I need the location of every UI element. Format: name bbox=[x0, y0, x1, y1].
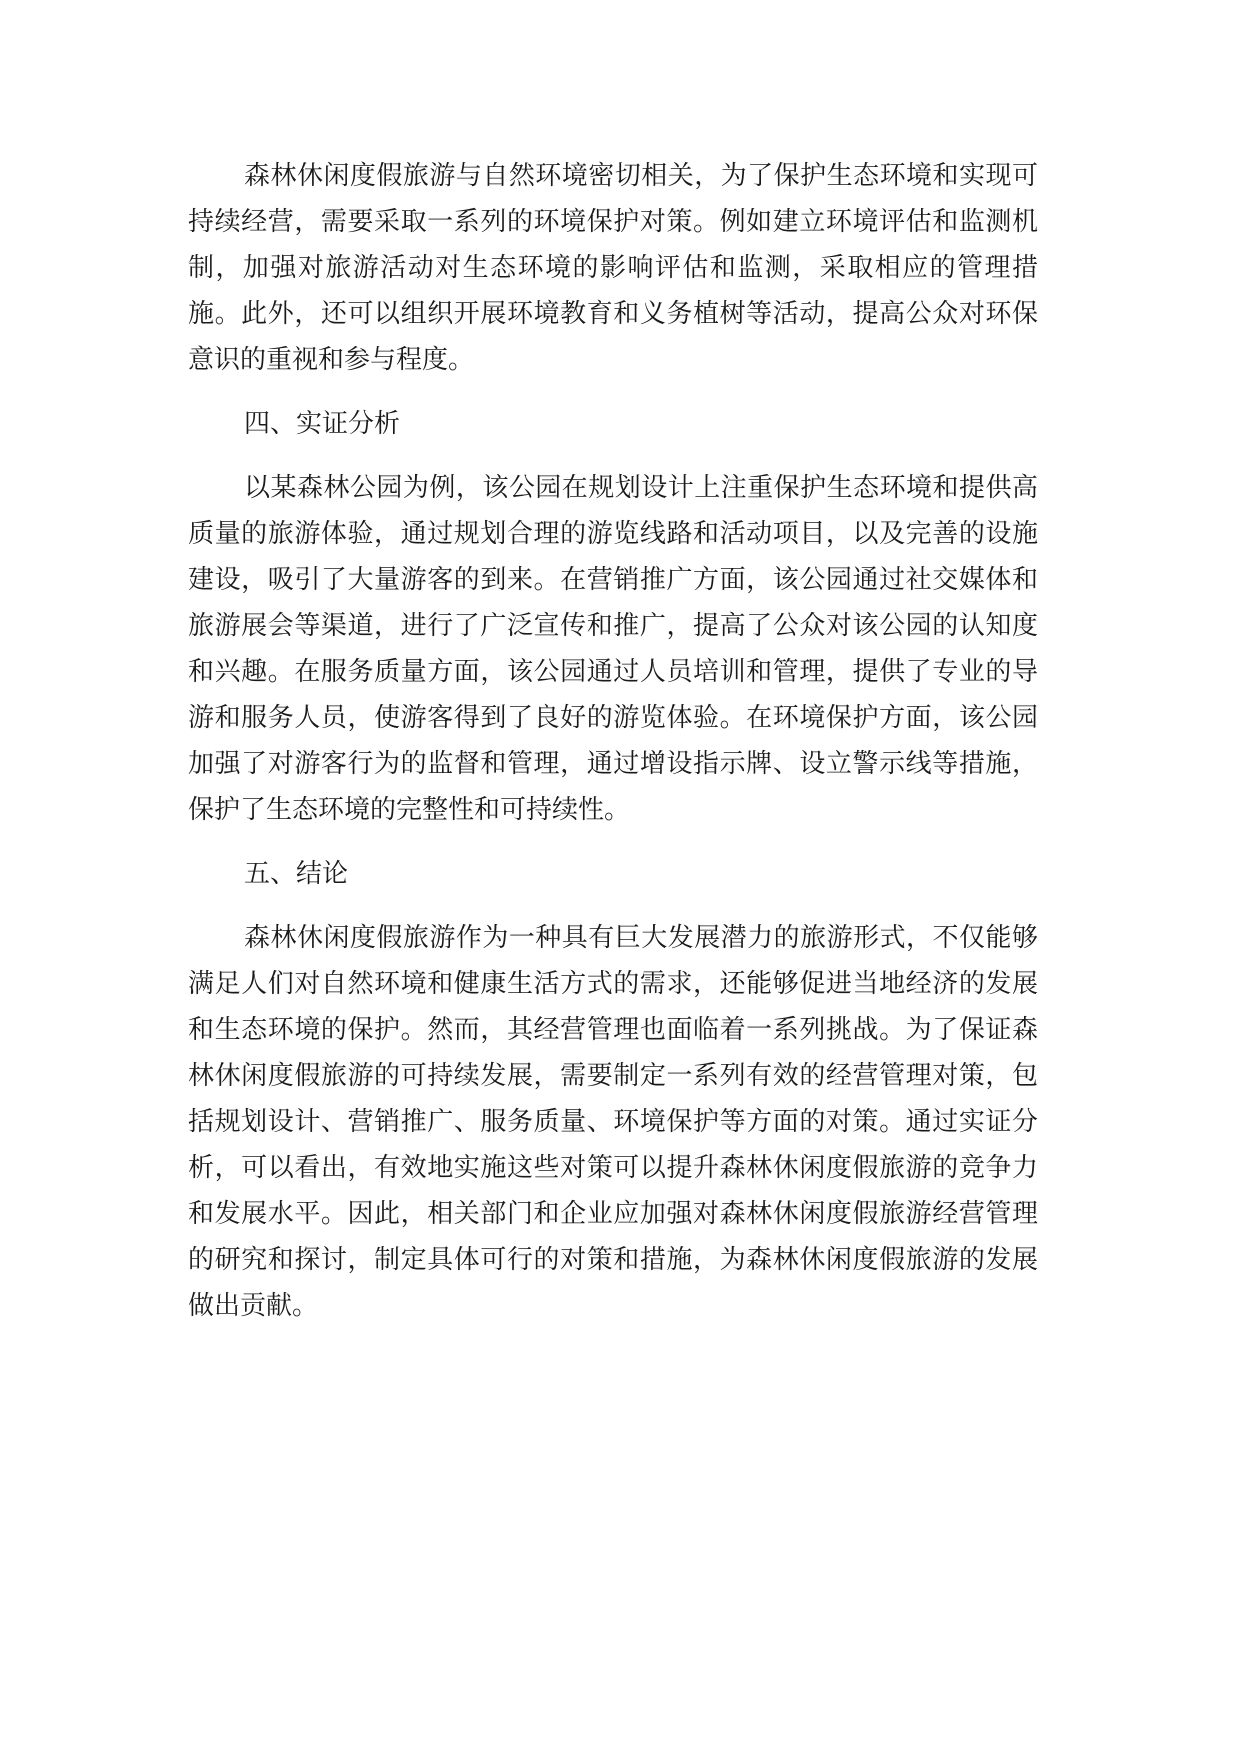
paragraph-conclusion: 森林休闲度假旅游作为一种具有巨大发展潜力的旅游形式，不仅能够满足人们对自然环境和健康生活方式的需求，还能够促进当地经济的发展和生态环境的保护。然而，其经营管理也面临着一系列挑战。为了保证森林休闲度假旅游的可持续发展，需要制定一系列有效的经营管理对策，包括规划设计、营销推广、服务质量、环境保护等方面的对策。通过实证分析，可以看出，有效地实施这些对策可以提升森林休闲度假旅游的竞争力和发展水平。因此，相关部门和企业应加强对森林休闲度假旅游经营管理的研究和探讨，制定具体可行的对策和措施，为森林休闲度假旅游的发展做出贡献。 bbox=[188, 923, 1038, 1321]
paragraph-environment-protection: 森林休闲度假旅游与自然环境密切相关，为了保护生态环境和实现可持续经营，需要采取一系列的环境保护对策。例如建立环境评估和监测机制，加强对旅游活动对生态环境的影响评估和监测，采取相应的管理措施。此外，还可以组织开展环境教育和义务植树等活动，提高公众对环保意识的重视和参与程度。 bbox=[188, 161, 1038, 375]
document-body bbox=[188, 153, 1038, 1347]
section-heading-empirical-analysis: 四、实证分析 bbox=[244, 409, 401, 439]
section-heading-conclusion: 五、结论 bbox=[244, 859, 349, 889]
paragraph-empirical-analysis: 以某森林公园为例，该公园在规划设计上注重保护生态环境和提供高质量的旅游体验，通过规划合理的游览线路和活动项目，以及完善的设施建设，吸引了大量游客的到来。在营销推广方面，该公园通过社交媒体和旅游展会等渠道，进行了广泛宣传和推广，提高了公众对该公园的认知度和兴趣。在服务质量方面，该公园通过人员培训和管理，提供了专业的导游和服务人员，使游客得到了良好的游览体验。在环境保护方面，该公园加强了对游客行为的监督和管理，通过增设指示牌、设立警示线等措施，保护了生态环境的完整性和可持续性。 bbox=[188, 473, 1038, 825]
